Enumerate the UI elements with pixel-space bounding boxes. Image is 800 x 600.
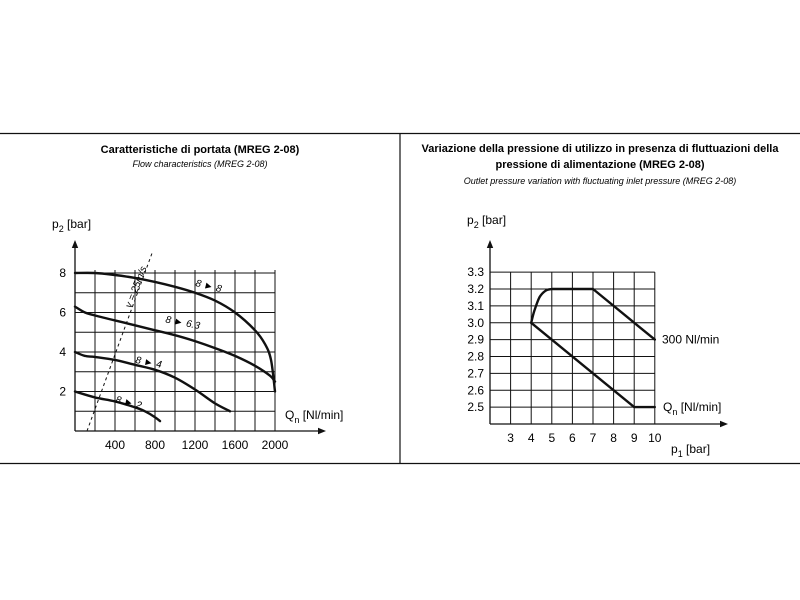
left-grid <box>75 270 275 431</box>
x-tick-label: 6 <box>569 431 576 445</box>
left-flow-chart <box>52 217 343 452</box>
right-chart-title-line-1: Variazione della pressione di utilizzo in presenza di fluttuazioni della <box>421 143 779 155</box>
y-axis-arrow <box>487 240 493 248</box>
y-axis-arrow <box>72 240 78 248</box>
y-tick-label: 3.0 <box>467 315 484 330</box>
y-tick-label: 2.8 <box>467 349 484 364</box>
left-chart-title: Caratteristiche di portata (MREG 2-08) <box>100 144 300 156</box>
x-tick-label: 10 <box>648 431 662 445</box>
x-tick-label: 7 <box>589 431 597 445</box>
x-tick-label: 5 <box>548 431 556 445</box>
y-tick-label: 2.7 <box>467 366 484 381</box>
x-axis-arrow <box>720 421 728 427</box>
y-tick-label: 4 <box>59 345 66 359</box>
y-tick-label: 2.5 <box>467 400 484 415</box>
y-tick-label: 8 <box>59 266 66 280</box>
right-chart-subtitle: Outlet pressure variation with fluctuating inlet pressure (MREG 2-08) <box>463 176 737 186</box>
y-tick-label: 3.1 <box>467 298 484 313</box>
x-axis-label: $Q_n$ [Nl/min] <box>285 408 344 425</box>
series-label: 8 ► 8 <box>194 278 223 296</box>
series-label: 8 ► 2 <box>114 394 143 412</box>
y-tick-label: 6 <box>59 305 66 320</box>
x-tick-label: 800 <box>144 438 166 452</box>
y-axis-label: $p_2$ [bar] <box>52 217 92 234</box>
x-tick-label: 3 <box>507 431 514 445</box>
x-tick-label: 4 <box>527 431 535 445</box>
x-tick-label: 1600 <box>221 438 249 452</box>
x-tick-label: 8 <box>610 431 617 445</box>
y-tick-label: 2.6 <box>467 383 484 398</box>
left-chart-subtitle: Flow characteristics (MREG 2-08) <box>132 159 268 169</box>
right-pressure-chart <box>467 213 728 459</box>
right-grid <box>490 272 655 424</box>
y-tick-label: 2.9 <box>467 332 484 347</box>
x-axis-label: $p_1$ [bar] <box>671 442 711 459</box>
x-tick-label: 2000 <box>261 438 289 452</box>
x-axis-arrow <box>318 428 326 434</box>
series-label: 8 ► 4 <box>134 355 163 371</box>
series-label: 8 ► 6.3 <box>164 314 201 332</box>
x-tick-label: 400 <box>104 438 126 452</box>
y-tick-label: 2 <box>59 384 66 399</box>
y-tick-label: 3.2 <box>467 282 484 296</box>
series-300-nl-min-label: 300 Nl/min <box>662 332 720 347</box>
y-axis-label: $p_2$ [bar] <box>467 213 507 230</box>
right-chart-title-line-2: pressione di alimentazione (MREG 2-08) <box>495 159 705 171</box>
x-tick-label: 9 <box>630 431 638 445</box>
series-qn-label: $Q_n$ [Nl/min] <box>663 400 722 418</box>
velocity-label: v = 25m/s <box>123 264 150 310</box>
x-tick-label: 1200 <box>181 438 209 452</box>
y-tick-label: 3.3 <box>467 265 484 280</box>
